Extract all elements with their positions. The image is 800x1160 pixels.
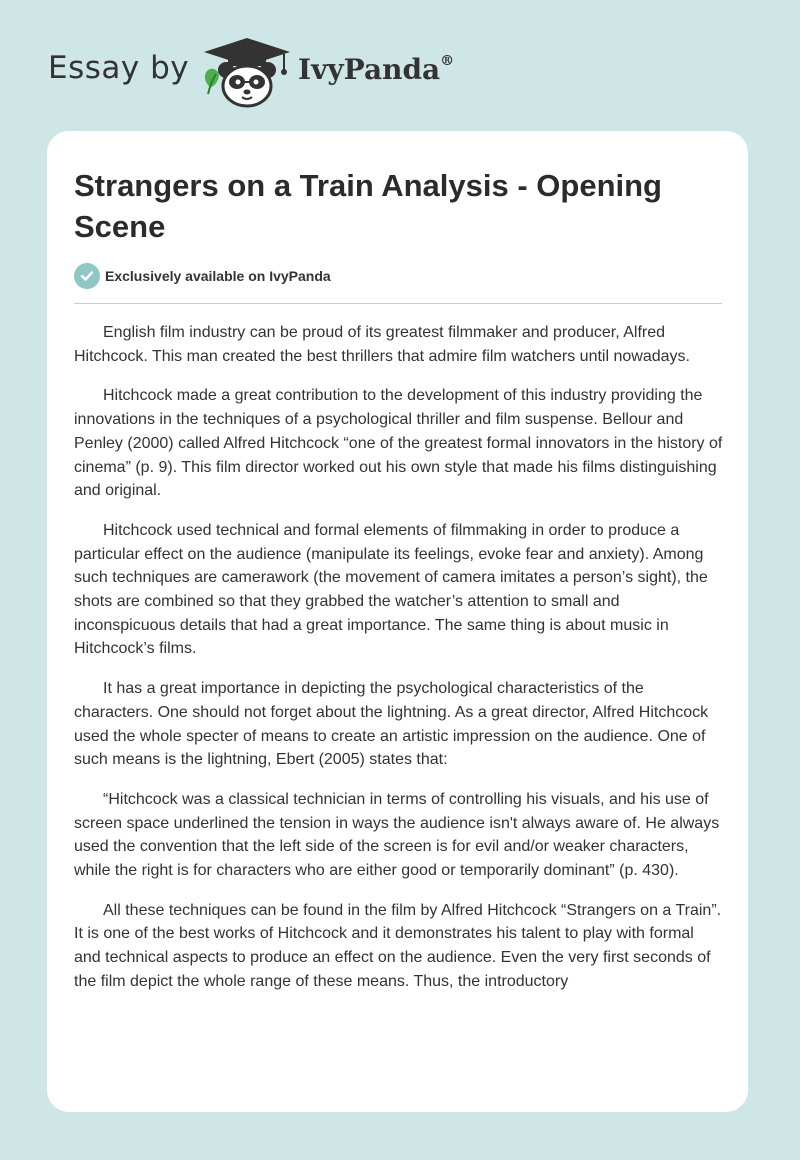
check-circle-icon [74,263,100,289]
brand-name[interactable] [298,53,454,86]
brand-text: IvyPanda [298,53,441,86]
registered-mark: ® [440,52,455,69]
paragraph: Hitchcock used technical and formal elements of filmmaking in order to produce a particular effect on the audience (manipulate its feelings, evoke fear and anxiety). Among such techniques are camerawork (the movement of camera imitates a person’s sight), the shots are combined so that they grabbed the watcher’s attention to small and inconspicuous details that had a great importance. The same thing is about music in Hitchcock’s films. [74,521,708,658]
exclusive-badge [74,263,331,289]
essay-body [74,321,724,1010]
paragraph: It has a great importance in depicting the psychological characteristics of the characters. One should not forget about the lightning. As a great director, Alfred Hitchcock used the whole specter of means to create an artistic impression on the audience. One of such means is the lightning, Ebert (2005) states that: [74,680,709,769]
page-title: Strangers on a Train Analysis - Opening Scene [74,168,662,244]
essay-card [47,131,748,1112]
paragraph: Hitchcock made a great contribution to the development of this industry providing the innovations in the techniques of a psychological thriller and film suspense. Bellour and Penley (2000) called Alfred Hitchcock “one of the greatest formal innovators in the history of cinema” (p. 9). This film director worked out his own style that made his films distinguishing and original. [74,387,723,500]
paragraph: English film industry can be proud of its greatest filmmaker and producer, Alfred Hitchcock. This man created the best thrillers that admire film watchers until nowadays. [74,324,690,365]
panda-graduate-icon[interactable] [200,36,295,108]
exclusive-badge-label: Exclusively available on IvyPanda [105,268,331,284]
divider [74,303,722,304]
essay-by-label: Essay by [48,50,190,86]
site-header [0,0,800,130]
paragraph: All these techniques can be found in the film by Alfred Hitchcock “Strangers on a Train”. It is one of the best works of Hitchcock and it demonstrates his talent to play with formal and technical aspects to produce an effect on the audience. Even the very first seconds of the film depict the whole range of these means. Thus, the introductory [74,901,722,990]
quote-paragraph: “Hitchcock was a classical technician in terms of controlling his visuals, and his use of screen space underlined the tension in ways the audience isn't always aware of. He always used the convention that the left side of the screen is for evil and/or weaker characters, while the right is for characters who are either good or temporarily dominant” (p. 430). [74,790,720,880]
